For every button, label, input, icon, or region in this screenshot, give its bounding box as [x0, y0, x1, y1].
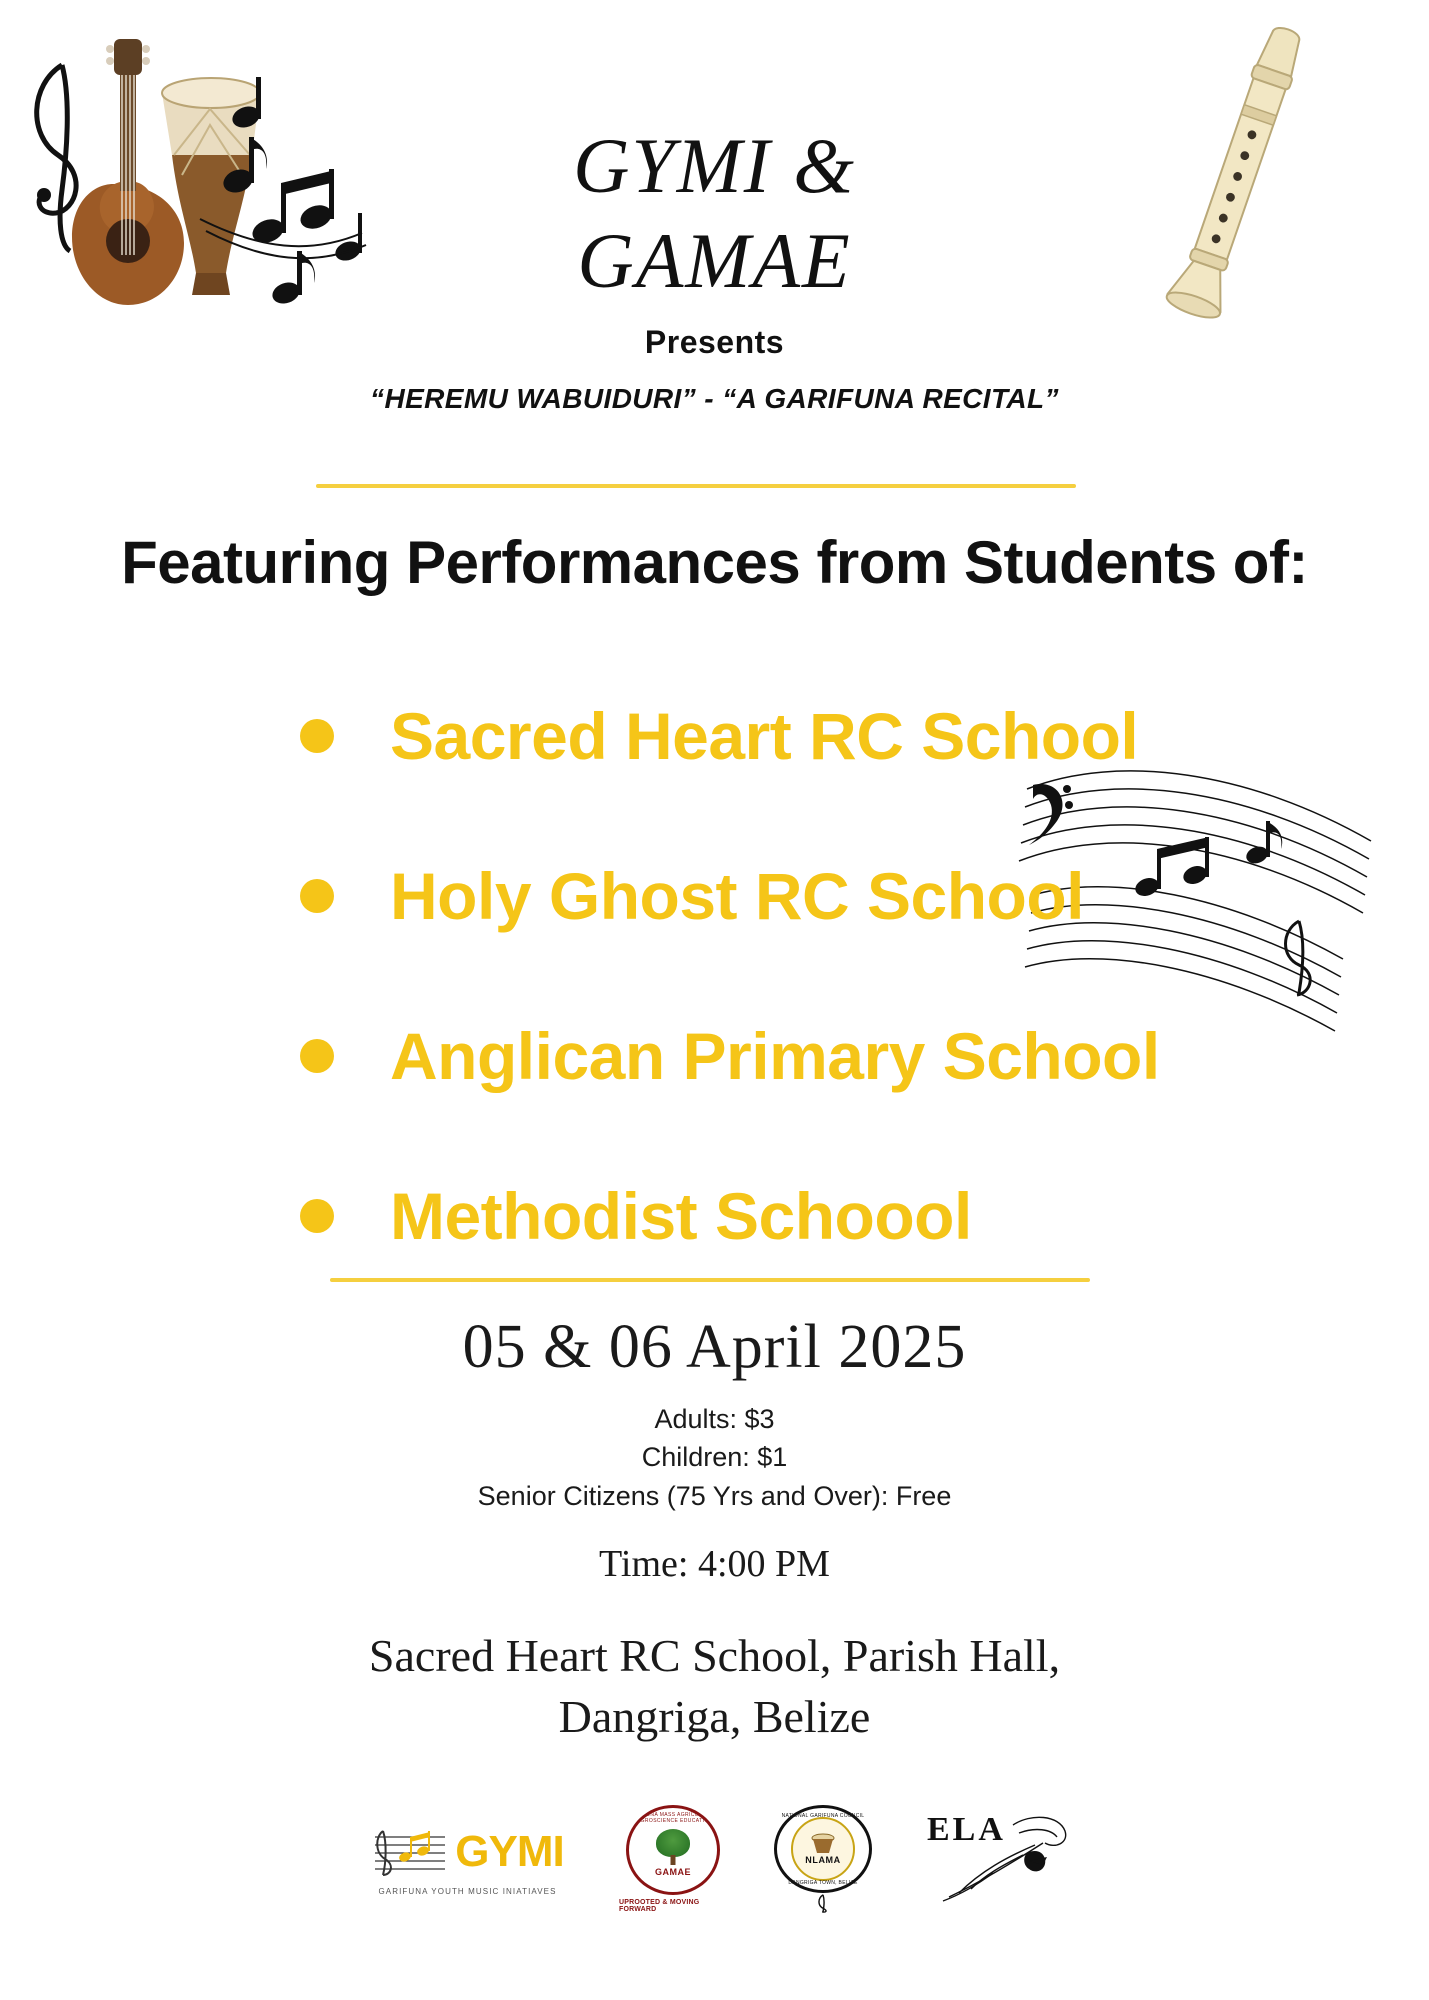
nlama-inner-ring	[791, 1817, 855, 1881]
event-date: 05 & 06 April 2025	[462, 1313, 967, 1381]
divider-top	[316, 484, 1076, 488]
gamae-ring-text: GARIFUNA MASS AGRICULTURE - AGROSCIENCE EDUCATION	[629, 1812, 717, 1824]
school-name: Sacred Heart RC School	[390, 699, 1139, 773]
event-subtitle: “HEREMU WABUIDURI” - “A GARIFUNA RECITAL”	[370, 383, 1059, 415]
logo-gamae	[619, 1805, 727, 1913]
ticket-prices	[0, 1400, 1429, 1515]
poster-header	[0, 118, 1429, 415]
nlama-top-text: NATIONAL GARIFUNA COUNCIL	[781, 1813, 865, 1819]
bullet-icon	[300, 719, 334, 753]
bullet-icon	[300, 879, 334, 913]
title-line-1: GYMI &	[573, 122, 856, 209]
gymi-tagline: GARIFUNA YOUTH MUSIC INIATIAVES	[378, 1886, 557, 1896]
bullet-icon	[300, 1039, 334, 1073]
gamae-wordmark: GAMAE	[655, 1867, 691, 1877]
price-adults: Adults: $3	[654, 1404, 775, 1434]
logo-gymi	[360, 1807, 575, 1912]
sponsor-logo-row	[0, 1805, 1429, 1913]
school-list	[300, 656, 1200, 1296]
featuring-heading: Featuring Performances from Students of:	[121, 529, 1308, 596]
nlama-seal-icon	[774, 1805, 872, 1893]
school-name: Holy Ghost RC School	[390, 859, 1085, 933]
list-item	[300, 816, 1200, 976]
nlama-bottom-text: DANGRIGA TOWN, BELIZE	[788, 1880, 858, 1887]
logo-nlama	[771, 1805, 875, 1913]
gamae-tagline: UPROOTED & MOVING FORWARD	[619, 1899, 700, 1913]
gymi-notes-icon	[371, 1823, 449, 1881]
ela-wordmark: ELA	[927, 1811, 1006, 1848]
gymi-wordmark: GYMI	[455, 1826, 564, 1876]
page-title	[395, 118, 1035, 308]
gamae-seal-icon	[626, 1805, 720, 1895]
presents-label: Presents	[644, 324, 785, 361]
event-venue	[0, 1625, 1429, 1747]
venue-line-1: Sacred Heart RC School, Parish Hall,	[368, 1630, 1061, 1681]
bullet-icon	[300, 1199, 334, 1233]
list-item	[300, 656, 1200, 816]
title-line-2: GAMAE	[577, 217, 852, 305]
logo-ela	[919, 1805, 1069, 1913]
gymi-lockup	[371, 1823, 563, 1881]
venue-line-2: Dangriga, Belize	[558, 1691, 871, 1743]
divider-bottom	[330, 1278, 1090, 1282]
school-name: Anglican Primary School	[390, 1019, 1160, 1093]
list-item	[300, 976, 1200, 1136]
price-seniors: Senior Citizens (75 Yrs and Over): Free	[477, 1480, 952, 1511]
school-name: Methodist Schoool	[390, 1179, 972, 1253]
event-time: Time: 4:00 PM	[599, 1543, 830, 1585]
nlama-wordmark: NLAMA	[805, 1855, 841, 1866]
tree-icon	[656, 1829, 690, 1857]
price-children: Children: $1	[641, 1442, 788, 1473]
treble-clef-icon	[814, 1893, 832, 1913]
drum-icon	[808, 1833, 838, 1855]
list-item	[300, 1136, 1200, 1296]
